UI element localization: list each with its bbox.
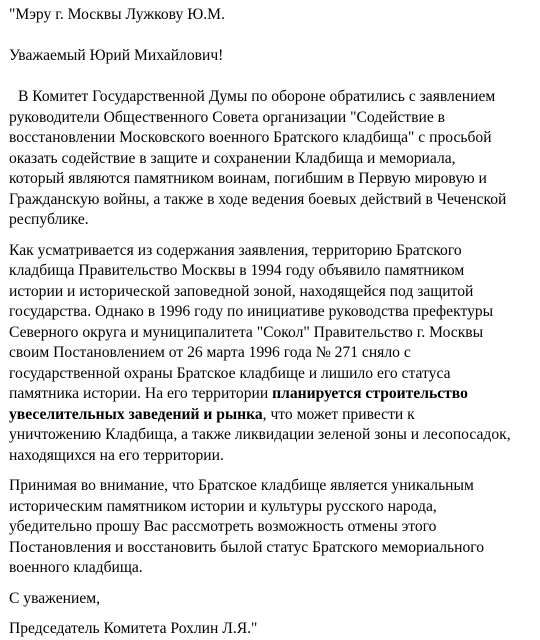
paragraph-line: истории и исторической заповедной зоной, находящейся под защитой bbox=[9, 282, 474, 300]
paragraph-line: восстановлении Московского военного Братского кладбища" с просьбой bbox=[9, 129, 492, 146]
paragraph-line: убедительно прошу Вас рассмотреть возможность отмены этого bbox=[9, 518, 437, 535]
paragraph-line: Постановления и восстановить былой статус Братского мемориального bbox=[9, 538, 485, 556]
paragraph-line: оказать содействие в защите и сохранении Кладбища и мемориала, bbox=[9, 149, 456, 167]
paragraph-1 bbox=[9, 87, 534, 231]
paragraph-line: своим Постановлением от 26 марта 1996 года № 271 сняло с bbox=[9, 344, 411, 361]
paragraph-line bbox=[9, 405, 534, 426]
paragraph-line: Принимая во внимание, что Братское кладбище является уникальным bbox=[9, 477, 474, 494]
greeting-line: Уважаемый Юрий Михайлович! bbox=[9, 46, 224, 64]
paragraph-line: историческим памятником истории и культуры русского народа, bbox=[9, 497, 437, 515]
signature-line: Председатель Комитета Рохлин Л.Я." bbox=[9, 620, 258, 637]
paragraph-2 bbox=[9, 241, 534, 467]
closing-line: С уважением, bbox=[9, 589, 101, 607]
paragraph-line bbox=[9, 384, 534, 405]
bold-emphasis: увеселительных заведений и рынка bbox=[9, 405, 263, 423]
paragraph-line: военного кладбища. bbox=[9, 559, 143, 576]
paragraph-line: В Комитет Государственной Думы по обороне обратились с заявлением bbox=[18, 88, 496, 105]
paragraph-line: руководители Общественного Совета организации "Содействие в bbox=[9, 108, 446, 126]
paragraph-text: , что может привести к bbox=[262, 405, 415, 423]
letter-document bbox=[9, 5, 534, 640]
paragraph-line: Гражданскую войны, а также в ходе ведения боевых действий в Чеченской bbox=[9, 190, 507, 208]
bold-emphasis: планируется строительство bbox=[272, 385, 468, 402]
paragraph-line: государственной охраны Братское кладбище и лишило его статуса bbox=[9, 364, 451, 382]
paragraph-line: находящихся на его территории. bbox=[9, 446, 224, 464]
paragraph-line: государства. Однако в 1996 году по инициативе руководства префектуры bbox=[9, 303, 494, 320]
paragraph-text: памятника истории. На его территории bbox=[9, 385, 273, 402]
paragraph-line: республике. bbox=[9, 211, 89, 228]
paragraph-line: кладбища Правительство Москвы в 1994 году объявило памятником bbox=[9, 262, 465, 279]
paragraph-line: который являются памятником воинам, погибшим в Первую мировую и bbox=[9, 170, 487, 187]
addressee-line: "Мэру г. Москвы Лужкову Ю.М. bbox=[9, 6, 225, 23]
paragraph-3 bbox=[9, 476, 534, 579]
paragraph-line: Северного округа и муниципалитета "Сокол" Правительство г. Москвы bbox=[9, 323, 484, 341]
paragraph-line: Как усматривается из содержания заявления, территорию Братского bbox=[9, 241, 462, 259]
paragraph-line: уничтожению Кладбища, а также ликвидации зеленой зоны и лесопосадок, bbox=[9, 426, 511, 443]
